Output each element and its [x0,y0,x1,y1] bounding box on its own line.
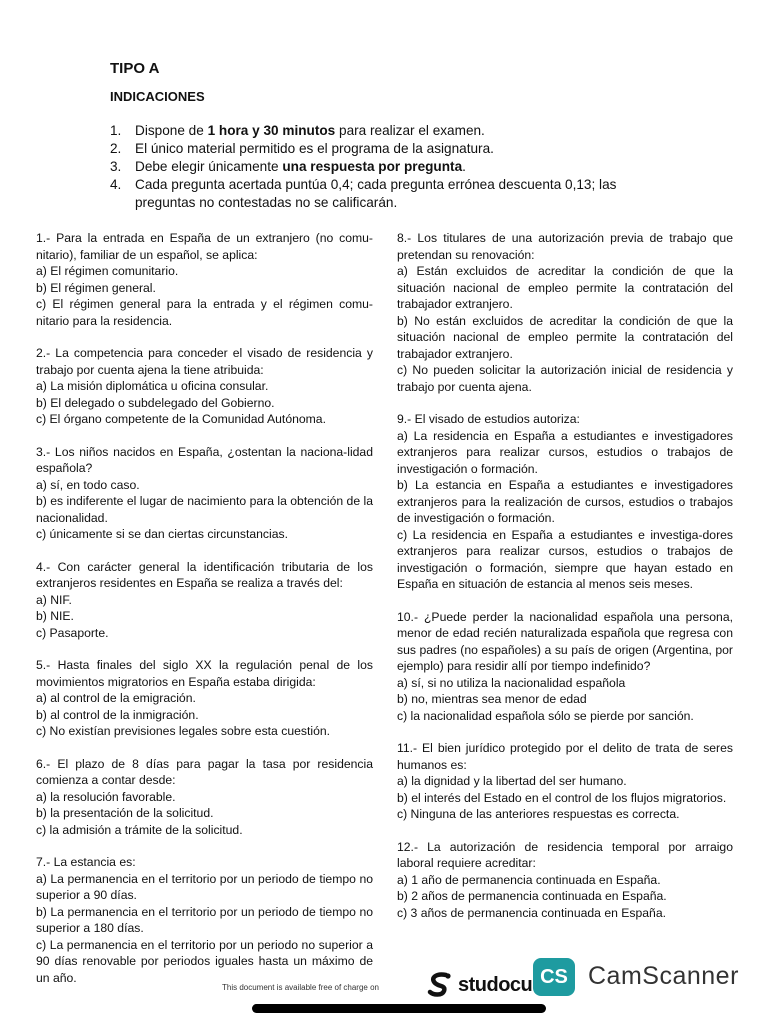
question-block [397,609,733,725]
answer-option: b) NIE. [36,609,74,623]
answer-option: c) Pasaporte. [36,625,109,640]
answer-option: b) El delegado o subdelegado del Gobierno. [36,395,275,410]
question-block [397,230,733,395]
question-block [36,345,373,428]
instruction-item: 4. Cada pregunta acertada puntúa 0,4; cada pregunta errónea descuenta 0,13; las preguntas no contestadas no se calificarán. [110,177,617,210]
answer-option: c) El órgano competente de la Comunidad Autónoma. [36,412,326,426]
answer-option: a) 1 año de permanencia continuada en España. [397,872,661,887]
question-text: 5.- Hasta finales del siglo XX la regulación penal de los movimientos migratorios en España estaba dirigida: [36,658,373,689]
question-text: 3.- Los niños nacidos en España, ¿ostentan la naciona-lidad española? [36,444,373,475]
answer-option: b) La permanencia en el territorio por un periodo de tiempo no superior a 180 días. [36,904,373,935]
questions-left-column [36,230,373,1002]
availability-notice: This document is available free of charge on [222,983,379,992]
question-block [397,839,733,922]
camscanner-icon: CS [533,958,575,996]
question-text: 7.- La estancia es: [36,855,136,869]
instructions-heading: INDICACIONES [110,89,205,104]
answer-option: c) la admisión a trámite de la solicitud. [36,822,243,837]
instruction-item: 1. Dispone de 1 hora y 30 minutos para realizar el examen. [110,123,485,138]
answer-option: a) Están excluidos de acreditar la condición de que la situación nacional de empleo permite la contratación del trabajador extranjero. [397,264,733,311]
question-block [397,411,733,593]
question-block [36,559,373,642]
answer-option: c) No pueden solicitar la autorización inicial de residencia y trabajo por cuenta ajena. [397,363,733,394]
question-block [36,854,373,986]
question-block [36,444,373,543]
answer-option: a) la resolución favorable. [36,789,176,804]
answer-option: b) no, mientras sea menor de edad [397,692,587,706]
answer-option: c) La permanencia en el territorio por un periodo no superior a 90 días renovable por periodos iguales hasta un máximo de un año. [36,937,373,985]
question-text: 11.- El bien jurídico protegido por el delito de trata de seres humanos es: [397,741,733,772]
question-block [36,657,373,740]
answer-option: a) al control de la emigración. [36,691,196,705]
instruction-item: 2. El único material permitido es el programa de la asignatura. [110,141,494,156]
question-block [36,230,373,329]
answer-option: c) La residencia en España a estudiantes e investiga-dores extranjeros para realizar cursos, estudios o trabajos de investigación o formación, siempre que hayan estado en España en situación de estancia al menos seis meses. [397,527,733,591]
instruction-item: 3. Debe elegir únicamente una respuesta por pregunta. [110,159,466,174]
answer-option: a) NIF. [36,592,72,607]
question-text: 8.- Los titulares de una autorización previa de trabajo que pretendan su renovación: [397,231,733,262]
answer-option: b) El régimen general. [36,280,156,295]
question-text: 10.- ¿Puede perder la nacionalidad española una persona, menor de edad recién naturalizada española que regresa con sus padres (no españoles) a su país de origen (Argentina, por ejemplo) para residir allí por tiempo indefinido? [397,609,733,673]
answer-option: c) 3 años de permanencia continuada en España. [397,905,666,920]
questions-right-column [397,230,733,937]
answer-option: b) al control de la inmigración. [36,707,199,722]
instructions-list [110,122,670,212]
question-block [397,740,733,823]
exam-type-title: TIPO A [110,60,160,77]
answer-option: b) 2 años de permanencia continuada en España. [397,889,667,903]
answer-option: a) sí, en todo caso. [36,477,140,492]
answer-option: a) la dignidad y la libertad del ser humano. [397,774,627,788]
studocu-logo [426,972,532,998]
question-text: 6.- El plazo de 8 días para pagar la tasa por residencia comienza a contar desde: [36,756,373,787]
answer-option: a) sí, si no utiliza la nacionalidad española [397,675,626,690]
answer-option: c) la nacionalidad española sólo se pierde por sanción. [397,708,694,723]
question-text: 1.- Para la entrada en España de un extranjero (no comu-nitario), familiar de un español, se aplica: [36,231,373,262]
answer-option: b) es indiferente el lugar de nacimiento para la obtención de la nacionalidad. [36,494,373,525]
question-text: 12.- La autorización de residencia temporal por arraigo laboral requiere acreditar: [397,839,733,870]
answer-option: c) No existían previsiones legales sobre esta cuestión. [36,724,331,738]
answer-option: c) únicamente si se dan ciertas circunstancias. [36,527,288,541]
answer-option: b) La estancia en España a estudiantes e investigadores extranjeros para la realización de cursos, estudios o trabajos de investigación o formación. [397,478,733,525]
answer-option: b) la presentación de la solicitud. [36,806,214,820]
answer-option: c) Ninguna de las anteriores respuestas es correcta. [397,807,680,821]
answer-option: c) El régimen general para la entrada y el régimen comu-nitario para la residencia. [36,297,373,328]
answer-option: a) El régimen comunitario. [36,264,179,278]
scrollbar[interactable] [252,1004,546,1013]
question-block [36,756,373,839]
answer-option: b) No están excluidos de acreditar la condición de que la situación nacional de empleo permite la contratación del trabajador extranjero. [397,313,733,361]
studocu-wordmark: studocu [458,973,533,996]
camscanner-wordmark: CamScanner [588,962,739,990]
answer-option: a) La residencia en España a estudiantes e investigadores extranjeros para realizar cursos, estudios o trabajos de investigación o formación. [397,428,733,476]
studocu-icon [426,972,454,998]
question-text: 4.- Con carácter general la identificación tributaria de los extranjeros residentes en España se realiza a través del: [36,559,373,590]
question-text: 9.- El visado de estudios autoriza: [397,412,580,426]
answer-option: a) La permanencia en el territorio por un periodo de tiempo no superior a 90 días. [36,871,373,902]
answer-option: a) La misión diplomática u oficina consular. [36,379,269,393]
answer-option: b) el interés del Estado en el control de los flujos migratorios. [397,790,727,805]
question-text: 2.- La competencia para conceder el visado de residencia y trabajo por cuenta ajena la tiene atribuida: [36,346,373,377]
